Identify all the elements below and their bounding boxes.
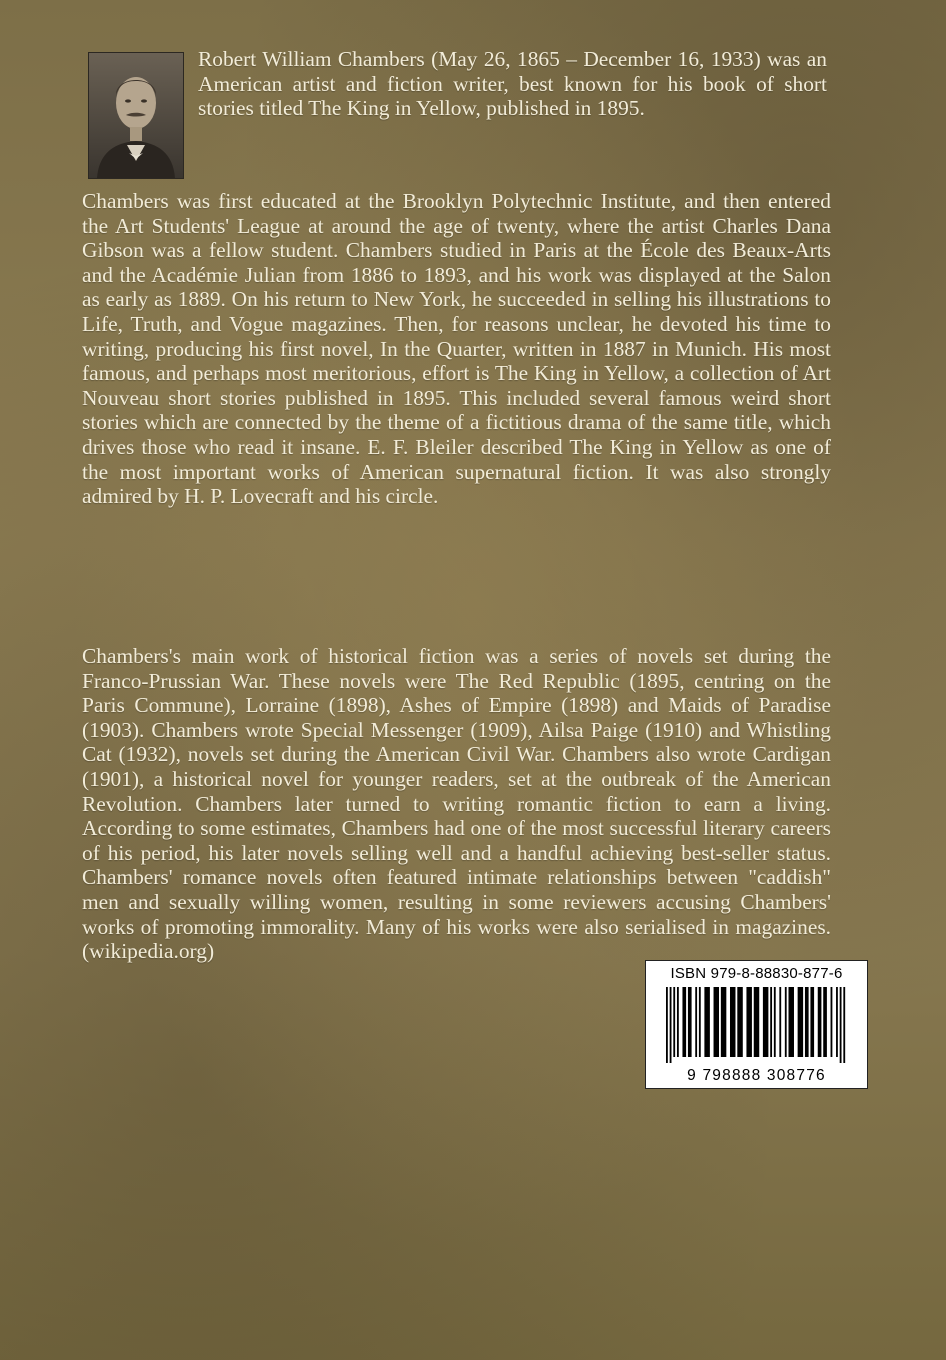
isbn-label: ISBN 979-8-88830-877-6	[670, 965, 843, 982]
barcode-digits: 9 798888 308776	[687, 1067, 826, 1084]
biography-paragraph: Chambers's main work of historical fiction was a series of novels set during the Franco-Prussian War. These novels were The Red Republic (1895, centring on the Paris Commune), Lorraine (1898), Ashes of Empire (1898) and Maids of Paradise (1903). Chambers wrote Special Messenger (1909), Ailsa Paige (1910) and Whistling Cat (1932), novels set during the American Civil War. Chambers also wrote Cardigan (1901), a historical novel for younger readers, set at the outbreak of the American Revolution. Chambers later turned to writing romantic fiction to earn a living. According to some estimates, Chambers had one of the most successful literary careers of his period, his later novels selling well and a handful achieving best-seller status. Chambers' romance novels often featured intimate relationships between "caddish" men and sexually willing women, resulting in some reviewers accusing Chambers' works of promoting immorality. Many of his works were also serialised in magazines. (wikipedia.org)	[82, 644, 831, 964]
author-intro: Robert William Chambers (May 26, 1865 – December 16, 1933) was an American artist and fiction writer, best known for his book of short stories titled The King in Yellow, published in 1895.	[198, 47, 827, 121]
biography-paragraph: Chambers was first educated at the Brooklyn Polytechnic Institute, and then entered the Art Students' League at around the age of twenty, where the artist Charles Dana Gibson was a fellow student. Chambers studied in Paris at the École des Beaux-Arts and the Académie Julian from 1886 to 1893, and his work was displayed at the Salon as early as 1889. On his return to New York, he succeeded in selling his illustrations to Life, Truth, and Vogue magazines. Then, for reasons unclear, he devoted his time to writing, producing his first novel, In the Quarter, written in 1887 in Munich. His most famous, and perhaps most meritorious, effort is The King in Yellow, a collection of Art Nouveau short stories published in 1895. This included several famous weird short stories which are connected by the theme of a fictitious drama of the same title, which drives those who read it insane. E. F. Bleiler described The King in Yellow as one of the most important works of American supernatural fiction. It was also strongly admired by H. P. Lovecraft and his circle.	[82, 189, 831, 509]
author-portrait	[88, 52, 184, 179]
isbn-barcode	[645, 960, 868, 1089]
barcode-bars	[666, 987, 847, 1063]
